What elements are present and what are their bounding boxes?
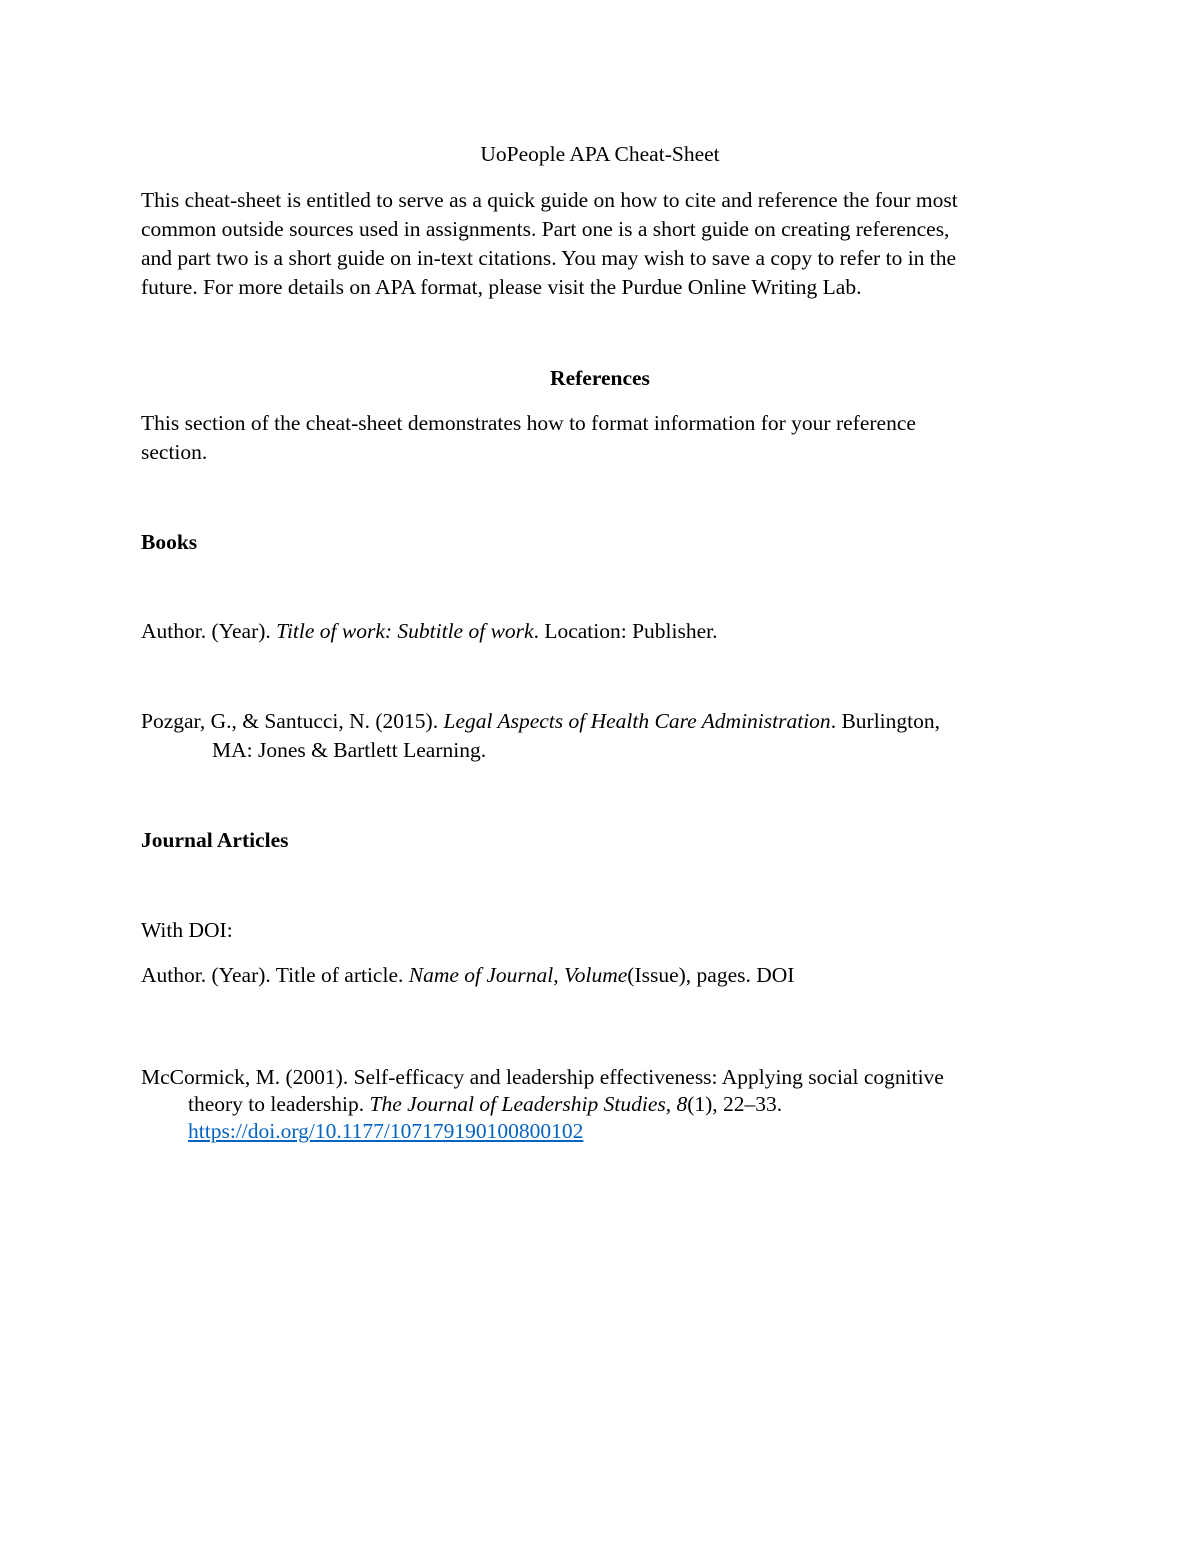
references-desc-line: section. — [141, 440, 208, 464]
journal-heading: Journal Articles — [141, 828, 289, 852]
journal-template — [141, 961, 1061, 990]
books-template-pre: Author. (Year). — [141, 619, 277, 643]
journal-example-journal-name: The Journal of Leadership Studies — [369, 1092, 666, 1116]
books-example-line2: MA: Jones & Bartlett Learning. — [212, 738, 487, 762]
journal-example-line2-post: (1), 22–33. — [687, 1092, 783, 1116]
books-example-title: Legal Aspects of Health Care Administration — [443, 709, 831, 733]
page-title: UoPeople APA Cheat-Sheet — [480, 142, 720, 166]
books-example-post: . Burlington, — [830, 709, 940, 733]
journal-template-post: (Issue), pages. DOI — [627, 963, 795, 987]
journal-example-line1: McCormick, M. (2001). Self-efficacy and leadership effectiveness: Applying social cognitive — [141, 1065, 944, 1089]
journal-example-line2 — [188, 1090, 1108, 1119]
books-heading: Books — [141, 530, 198, 554]
intro-line: and part two is a short guide on in-text citations. You may wish to save a copy to refer to in the — [141, 246, 957, 270]
references-desc-line: This section of the cheat-sheet demonstrates how to format information for your reference — [141, 411, 916, 435]
books-template — [141, 617, 1061, 646]
journal-template-italic: Name of Journal, Volume — [408, 963, 628, 987]
journal-example-line2-mid: , — [665, 1092, 677, 1116]
journal-example-line3 — [188, 1117, 1108, 1146]
intro-line: future. For more details on APA format, please visit the Purdue Online Writing Lab. — [141, 275, 862, 299]
journal-example-line2-pre: theory to leadership. — [188, 1092, 370, 1116]
books-template-title: Title of work: Subtitle of work — [276, 619, 534, 643]
intro-line: This cheat-sheet is entitled to serve as a quick guide on how to cite and reference the four most — [141, 188, 958, 212]
intro-line: common outside sources used in assignments. Part one is a short guide on creating references, — [141, 217, 950, 241]
doi-link[interactable]: https://doi.org/10.1177/107179190100800102 — [188, 1119, 584, 1143]
books-example-pre: Pozgar, G., & Santucci, N. (2015). — [141, 709, 444, 733]
books-template-post: . Location: Publisher. — [533, 619, 718, 643]
references-heading: References — [550, 366, 650, 390]
with-doi-label: With DOI: — [141, 918, 233, 942]
journal-example-volume: 8 — [676, 1092, 688, 1116]
journal-template-pre: Author. (Year). Title of article. — [141, 963, 409, 987]
books-example-line1 — [141, 707, 1061, 736]
